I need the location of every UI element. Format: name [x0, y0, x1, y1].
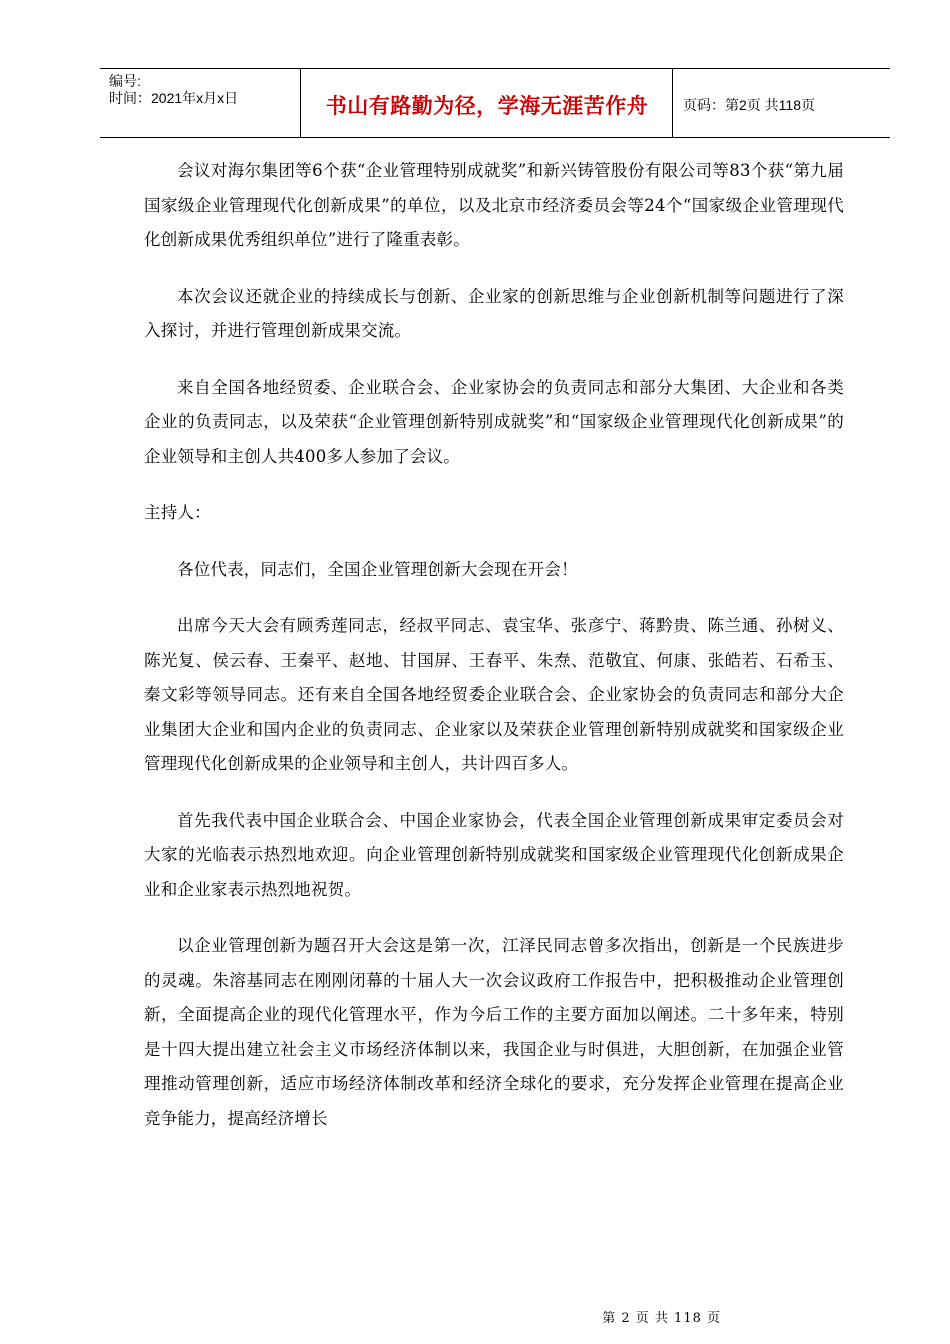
- header-meta-cell: [100, 69, 301, 137]
- header-page-cell: [674, 69, 890, 137]
- document-body: [144, 154, 844, 1158]
- paragraph: 来自全国各地经贸委、企业联合会、企业家协会的负责同志和部分大集团、大企业和各类企业的负责同志，以及荣获“企业管理创新特别成就奖”和“国家级企业管理现代化创新成果”的企业领导和主创人共400多人参加了会议。: [144, 377, 844, 466]
- number-label: 编号:: [109, 73, 141, 89]
- footer-page-number: 第 2 页 共 118 页: [602, 1311, 721, 1326]
- paragraph: 首先我代表中国企业联合会、中国企业家协会，代表全国企业管理创新成果审定委员会对大家的光临表示热烈地欢迎。向企业管理创新特别成就奖和国家级企业管理现代化创新成果企业和企业家表示热烈地祝贺。: [144, 810, 844, 899]
- page-label: 页码：第2页 共118页: [683, 97, 815, 113]
- speaker-label: 主持人：: [144, 503, 211, 522]
- time-label: 时间：2021年x月x日: [109, 90, 239, 106]
- motto-text: 书山有路勤为径，学海无涯苦作舟: [325, 94, 649, 118]
- paragraph: 本次会议还就企业的持续成长与创新、企业家的创新思维与企业创新机制等问题进行了深入探讨，并进行管理创新成果交流。: [144, 286, 844, 340]
- paragraph: 会议对海尔集团等6个获“企业管理特别成就奖”和新兴铸管股份有限公司等83个获“第九届国家级企业管理现代化创新成果”的单位，以及北京市经济委员会等24个“国家级企业管理现代化创新成果优秀组织单位”进行了隆重表彰。: [144, 161, 844, 249]
- document-header: [100, 68, 890, 138]
- header-motto-cell: [302, 69, 673, 137]
- paragraph: 出席今天大会有顾秀莲同志，经叔平同志、袁宝华、张彦宁、蒋黔贵、陈兰通、孙树义、陈光复、侯云春、王秦平、赵地、甘国屏、王春平、朱焘、范敬宜、何康、张皓若、石希玉、秦文彩等领导同志。还有来自全国各地经贸委企业联合会、企业家协会的负责同志和部分大企业集团大企业和国内企业的负责同志、企业家以及荣获企业管理创新特别成就奖和国家级企业管理现代化创新成果的企业领导和主创人，共计四百多人。: [144, 616, 844, 773]
- page-footer: [0, 1307, 950, 1326]
- paragraph: 各位代表，同志们，全国企业管理创新大会现在开会！: [177, 559, 578, 579]
- paragraph: 以企业管理创新为题召开大会这是第一次，江泽民同志曾多次指出，创新是一个民族进步的灵魂。朱溶基同志在刚刚闭幕的十届人大一次会议政府工作报告中，把积极推动企业管理创新，全面提高企业的现代化管理水平，作为今后工作的主要方面加以阐述。二十多年来，特别是十四大提出建立社会主义市场经济体制以来，我国企业与时俱进，大胆创新，在加强企业管理推动管理创新，适应市场经济体制改革和经济全球化的要求，充分发挥企业管理在提高企业竞争能力，提高经济增长: [144, 936, 844, 1128]
